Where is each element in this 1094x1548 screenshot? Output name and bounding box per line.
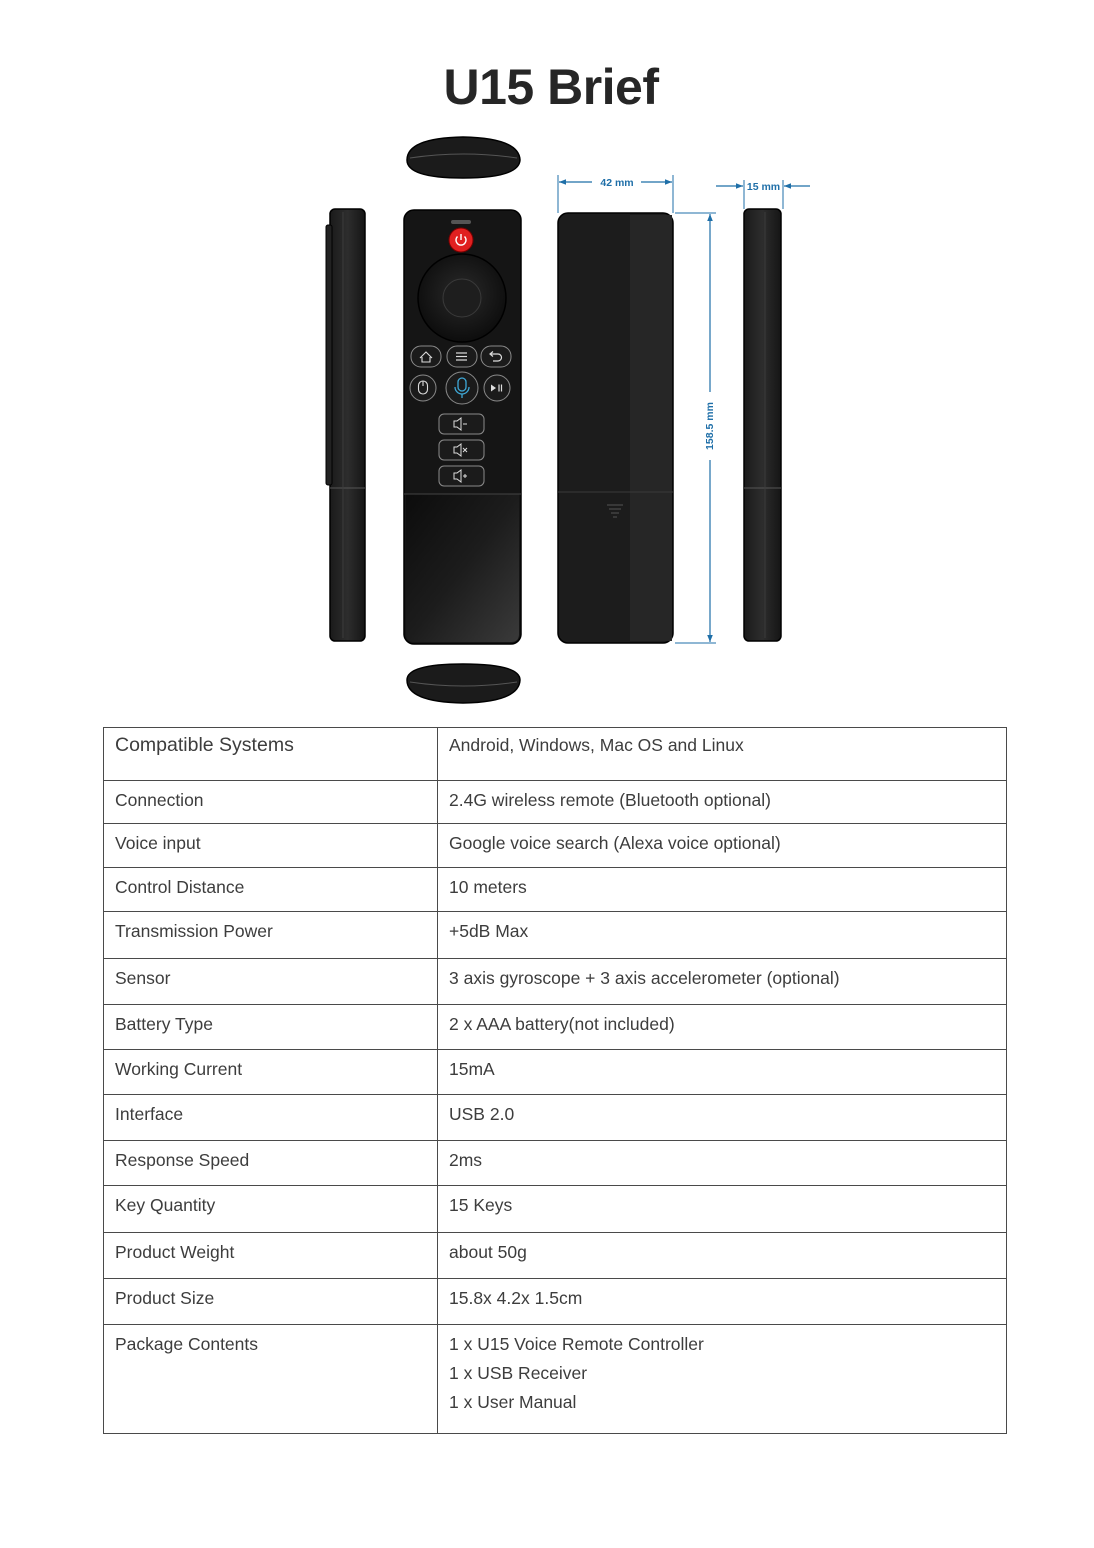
remote-front-view	[404, 210, 521, 644]
spec-value: 2.4G wireless remote (Bluetooth optional)	[438, 781, 1007, 824]
table-row	[104, 1279, 1007, 1325]
width-dimension	[558, 175, 673, 213]
table-row	[104, 1050, 1007, 1095]
spec-label: Package Contents	[104, 1325, 438, 1434]
spec-label: Control Distance	[104, 868, 438, 912]
spec-label: Battery Type	[104, 1005, 438, 1050]
length-label: 158.5 mm	[704, 402, 716, 450]
table-row	[104, 1186, 1007, 1233]
spec-value: 15mA	[438, 1050, 1007, 1095]
table-row	[104, 1095, 1007, 1141]
spec-label: Connection	[104, 781, 438, 824]
spec-value: 2ms	[438, 1141, 1007, 1186]
package-item: 1 x U15 Voice Remote Controller	[449, 1334, 704, 1354]
table-row	[104, 912, 1007, 959]
table-row	[104, 868, 1007, 912]
spec-label: Response Speed	[104, 1141, 438, 1186]
spec-value: Google voice search (Alexa voice optional)	[438, 824, 1007, 868]
spec-label: Sensor	[104, 959, 438, 1005]
spec-value: 2 x AAA battery(not included)	[438, 1005, 1007, 1050]
spec-value: 10 meters	[438, 868, 1007, 912]
spec-value: Android, Windows, Mac OS and Linux	[438, 728, 1007, 781]
remote-top-view	[407, 137, 520, 178]
thickness-dimension	[716, 180, 810, 209]
spec-label: Voice input	[104, 824, 438, 868]
table-row	[104, 1325, 1007, 1434]
package-item: 1 x User Manual	[449, 1392, 577, 1412]
spec-value: 3 axis gyroscope + 3 axis accelerometer (optional)	[438, 959, 1007, 1005]
spec-label: Working Current	[104, 1050, 438, 1095]
spec-label: Key Quantity	[104, 1186, 438, 1233]
width-label: 42 mm	[600, 177, 634, 189]
spec-value: USB 2.0	[438, 1095, 1007, 1141]
page-title: U15 Brief	[443, 59, 659, 115]
remote-back-view	[558, 213, 673, 643]
table-row	[104, 728, 1007, 781]
spec-label: Interface	[104, 1095, 438, 1141]
remote-bottom-view	[407, 664, 520, 703]
spec-label: Compatible Systems	[104, 728, 438, 781]
table-row	[104, 1005, 1007, 1050]
spec-label: Product Weight	[104, 1233, 438, 1279]
table-row	[104, 824, 1007, 868]
package-item: 1 x USB Receiver	[449, 1363, 588, 1383]
remote-left-side-view	[326, 209, 365, 641]
specifications-table	[103, 727, 1007, 1434]
table-row	[104, 1141, 1007, 1186]
table-row	[104, 959, 1007, 1005]
spec-label: Transmission Power	[104, 912, 438, 959]
table-row	[104, 781, 1007, 824]
spec-value: 15.8x 4.2x 1.5cm	[438, 1279, 1007, 1325]
thickness-label: 15 mm	[746, 181, 781, 193]
remote-right-side-view	[744, 209, 781, 641]
length-dimension	[675, 213, 716, 643]
spec-value-list	[438, 1325, 1007, 1434]
table-row	[104, 1233, 1007, 1279]
spec-value: about 50g	[438, 1233, 1007, 1279]
product-illustration	[0, 130, 1094, 710]
spec-value: 15 Keys	[438, 1186, 1007, 1233]
spec-value: +5dB Max	[438, 912, 1007, 959]
spec-label: Product Size	[104, 1279, 438, 1325]
